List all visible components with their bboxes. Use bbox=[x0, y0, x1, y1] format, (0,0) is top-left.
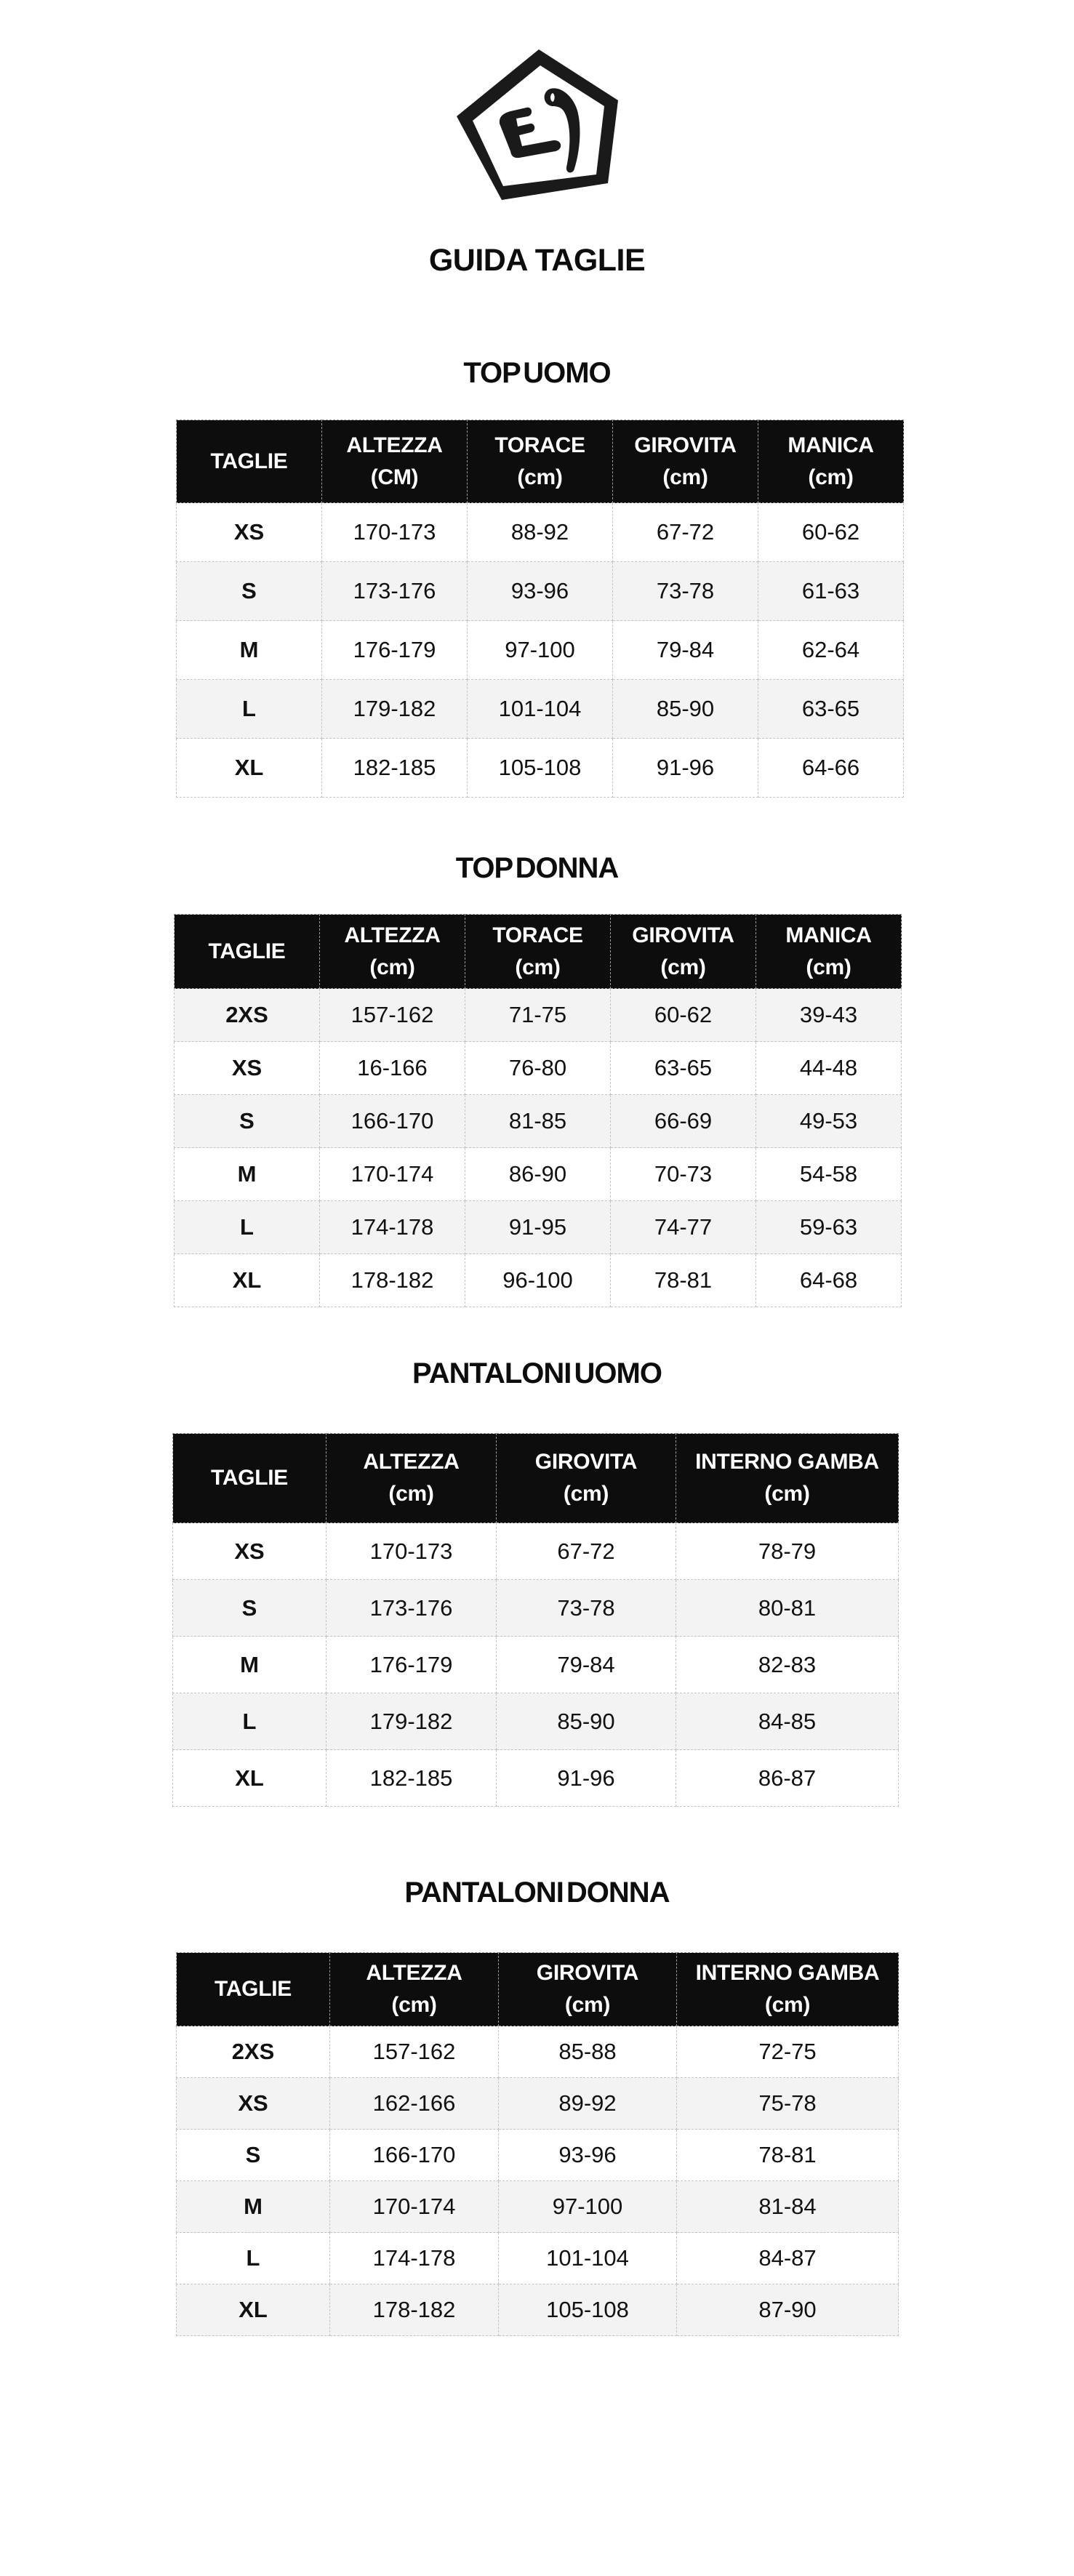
table-row bbox=[173, 1637, 899, 1693]
column-header-unit: (cm) bbox=[515, 955, 561, 979]
size-label-cell: M bbox=[177, 621, 322, 680]
logo-pentagon-outline bbox=[457, 49, 618, 200]
size-label-cell: XS bbox=[177, 2078, 330, 2130]
size-label-cell: XS bbox=[173, 1523, 326, 1580]
measure-cell: 62-64 bbox=[758, 621, 904, 680]
column-header-label: ALTEZZA bbox=[363, 1450, 460, 1474]
measure-cell: 101-104 bbox=[468, 680, 613, 739]
column-header-label: GIROVITA bbox=[634, 433, 737, 457]
column-header-unit: (cm) bbox=[564, 1993, 611, 2017]
size-label-cell: XS bbox=[175, 1042, 320, 1095]
measure-cell: 49-53 bbox=[756, 1095, 902, 1148]
table-row bbox=[173, 1693, 899, 1750]
measure-cell: 78-81 bbox=[611, 1254, 756, 1307]
measure-cell: 97-100 bbox=[468, 621, 613, 680]
section-title-top-donna: TOP DONNA bbox=[455, 852, 619, 884]
column-header bbox=[756, 915, 902, 989]
column-header bbox=[173, 1434, 326, 1523]
table-row bbox=[177, 2026, 899, 2078]
size-table-top-uomo bbox=[176, 420, 904, 798]
measure-cell: 81-85 bbox=[465, 1095, 611, 1148]
measure-cell: 39-43 bbox=[756, 989, 902, 1042]
measure-cell: 174-178 bbox=[330, 2233, 499, 2284]
section-title-top-uomo: TOP UOMO bbox=[463, 357, 611, 389]
column-header-unit: (cm) bbox=[369, 955, 415, 979]
column-header-label: TORACE bbox=[492, 923, 583, 947]
column-header-unit: (CM) bbox=[370, 465, 419, 489]
measure-cell: 75-78 bbox=[677, 2078, 899, 2130]
measure-cell: 60-62 bbox=[611, 989, 756, 1042]
size-label-cell: 2XS bbox=[175, 989, 320, 1042]
column-header-unit: (cm) bbox=[662, 465, 708, 489]
measure-cell: 84-87 bbox=[677, 2233, 899, 2284]
table-header-row bbox=[173, 1434, 899, 1523]
table-row bbox=[175, 1254, 902, 1307]
column-header-unit: (cm) bbox=[764, 1993, 811, 2017]
column-header bbox=[330, 1953, 499, 2026]
measure-cell: 166-170 bbox=[320, 1095, 465, 1148]
measure-cell: 74-77 bbox=[611, 1201, 756, 1254]
table-row bbox=[173, 1750, 899, 1807]
table-row bbox=[175, 1148, 902, 1201]
measure-cell: 80-81 bbox=[676, 1580, 899, 1637]
table-row bbox=[177, 2130, 899, 2181]
column-header bbox=[676, 1434, 899, 1523]
measure-cell: 162-166 bbox=[330, 2078, 499, 2130]
size-table-top-donna bbox=[174, 914, 902, 1307]
e9-logo-icon bbox=[455, 48, 620, 202]
table-row bbox=[175, 1095, 902, 1148]
measure-cell: 91-96 bbox=[613, 739, 758, 798]
measure-cell: 88-92 bbox=[468, 503, 613, 562]
measure-cell: 91-95 bbox=[465, 1201, 611, 1254]
measure-cell: 170-173 bbox=[322, 503, 468, 562]
column-header bbox=[499, 1953, 677, 2026]
table-row bbox=[177, 562, 904, 621]
column-header-label: GIROVITA bbox=[534, 1450, 638, 1474]
column-header-label: MANICA bbox=[785, 923, 872, 947]
size-table-pantaloni-donna bbox=[176, 1952, 899, 2336]
column-header bbox=[177, 420, 322, 503]
column-header bbox=[611, 915, 756, 989]
size-table-pantaloni-uomo bbox=[172, 1433, 899, 1807]
measure-cell: 176-179 bbox=[326, 1637, 497, 1693]
measure-cell: 70-73 bbox=[611, 1148, 756, 1201]
table-row bbox=[175, 989, 902, 1042]
column-header-label: ALTEZZA bbox=[344, 923, 441, 947]
size-label-cell: XL bbox=[177, 2284, 330, 2336]
measure-cell: 67-72 bbox=[613, 503, 758, 562]
column-header-label: TAGLIE bbox=[215, 1977, 292, 2001]
table-row bbox=[173, 1523, 899, 1580]
measure-cell: 67-72 bbox=[497, 1523, 676, 1580]
measure-cell: 81-84 bbox=[677, 2181, 899, 2233]
column-header-unit: (cm) bbox=[764, 1482, 810, 1506]
measure-cell: 79-84 bbox=[497, 1637, 676, 1693]
section-title-pantaloni-uomo: PANTALONI UOMO bbox=[412, 1357, 662, 1389]
column-header-label: TORACE bbox=[494, 433, 585, 457]
table-header-row bbox=[175, 915, 902, 989]
table-row bbox=[173, 1580, 899, 1637]
measure-cell: 105-108 bbox=[468, 739, 613, 798]
measure-cell: 44-48 bbox=[756, 1042, 902, 1095]
size-label-cell: S bbox=[175, 1095, 320, 1148]
table-row bbox=[177, 739, 904, 798]
measure-cell: 73-78 bbox=[497, 1580, 676, 1637]
measure-cell: 179-182 bbox=[322, 680, 468, 739]
size-label-cell: S bbox=[177, 562, 322, 621]
measure-cell: 64-68 bbox=[756, 1254, 902, 1307]
column-header bbox=[613, 420, 758, 503]
size-label-cell: XS bbox=[177, 503, 322, 562]
table-header-row bbox=[177, 420, 904, 503]
measure-cell: 182-185 bbox=[326, 1750, 497, 1807]
measure-cell: 54-58 bbox=[756, 1148, 902, 1201]
table-row bbox=[177, 621, 904, 680]
column-header bbox=[175, 915, 320, 989]
measure-cell: 96-100 bbox=[465, 1254, 611, 1307]
size-label-cell: L bbox=[175, 1201, 320, 1254]
measure-cell: 173-176 bbox=[322, 562, 468, 621]
size-label-cell: M bbox=[173, 1637, 326, 1693]
measure-cell: 64-66 bbox=[758, 739, 904, 798]
measure-cell: 97-100 bbox=[499, 2181, 677, 2233]
column-header-label: INTERNO GAMBA bbox=[695, 1961, 880, 1985]
measure-cell: 85-90 bbox=[613, 680, 758, 739]
measure-cell: 85-90 bbox=[497, 1693, 676, 1750]
measure-cell: 176-179 bbox=[322, 621, 468, 680]
table-row bbox=[177, 503, 904, 562]
measure-cell: 170-174 bbox=[320, 1148, 465, 1201]
column-header-unit: (cm) bbox=[388, 1482, 434, 1506]
column-header-label: TAGLIE bbox=[211, 1466, 288, 1490]
size-label-cell: 2XS bbox=[177, 2026, 330, 2078]
column-header-label: GIROVITA bbox=[632, 923, 734, 947]
column-header-label: ALTEZZA bbox=[366, 1961, 462, 1985]
column-header bbox=[677, 1953, 899, 2026]
measure-cell: 178-182 bbox=[320, 1254, 465, 1307]
measure-cell: 86-87 bbox=[676, 1750, 899, 1807]
column-header-label: GIROVITA bbox=[536, 1961, 639, 1985]
measure-cell: 173-176 bbox=[326, 1580, 497, 1637]
measure-cell: 179-182 bbox=[326, 1693, 497, 1750]
table-row bbox=[177, 2284, 899, 2336]
measure-cell: 73-78 bbox=[613, 562, 758, 621]
table-row bbox=[175, 1042, 902, 1095]
logo-nine-glyph bbox=[545, 88, 580, 172]
measure-cell: 174-178 bbox=[320, 1201, 465, 1254]
column-header-unit: (cm) bbox=[806, 955, 851, 979]
measure-cell: 78-81 bbox=[677, 2130, 899, 2181]
section-title-pantaloni-donna: PANTALONI DONNA bbox=[404, 1877, 670, 1909]
table-row bbox=[177, 2181, 899, 2233]
column-header bbox=[758, 420, 904, 503]
measure-cell: 170-174 bbox=[330, 2181, 499, 2233]
column-header-unit: (cm) bbox=[391, 1993, 437, 2017]
measure-cell: 86-90 bbox=[465, 1148, 611, 1201]
measure-cell: 79-84 bbox=[613, 621, 758, 680]
measure-cell: 178-182 bbox=[330, 2284, 499, 2336]
column-header bbox=[322, 420, 468, 503]
size-label-cell: L bbox=[173, 1693, 326, 1750]
measure-cell: 182-185 bbox=[322, 739, 468, 798]
column-header-label: TAGLIE bbox=[208, 939, 286, 963]
table-header-row bbox=[177, 1953, 899, 2026]
measure-cell: 87-90 bbox=[677, 2284, 899, 2336]
measure-cell: 157-162 bbox=[330, 2026, 499, 2078]
column-header-label: ALTEZZA bbox=[346, 433, 443, 457]
measure-cell: 78-79 bbox=[676, 1523, 899, 1580]
column-header-unit: (cm) bbox=[808, 465, 854, 489]
size-label-cell: L bbox=[177, 680, 322, 739]
size-label-cell: M bbox=[175, 1148, 320, 1201]
measure-cell: 84-85 bbox=[676, 1693, 899, 1750]
measure-cell: 170-173 bbox=[326, 1523, 497, 1580]
table-row bbox=[175, 1201, 902, 1254]
measure-cell: 76-80 bbox=[465, 1042, 611, 1095]
column-header-unit: (cm) bbox=[660, 955, 706, 979]
measure-cell: 82-83 bbox=[676, 1637, 899, 1693]
size-label-cell: M bbox=[177, 2181, 330, 2233]
measure-cell: 166-170 bbox=[330, 2130, 499, 2181]
column-header bbox=[497, 1434, 676, 1523]
column-header-unit: (cm) bbox=[563, 1482, 609, 1506]
measure-cell: 91-96 bbox=[497, 1750, 676, 1807]
column-header bbox=[465, 915, 611, 989]
column-header-label: INTERNO GAMBA bbox=[695, 1450, 879, 1474]
measure-cell: 89-92 bbox=[499, 2078, 677, 2130]
table-row bbox=[177, 2233, 899, 2284]
measure-cell: 66-69 bbox=[611, 1095, 756, 1148]
column-header bbox=[320, 915, 465, 989]
measure-cell: 85-88 bbox=[499, 2026, 677, 2078]
size-label-cell: S bbox=[177, 2130, 330, 2181]
column-header-label: MANICA bbox=[788, 433, 874, 457]
table-row bbox=[177, 680, 904, 739]
measure-cell: 59-63 bbox=[756, 1201, 902, 1254]
measure-cell: 101-104 bbox=[499, 2233, 677, 2284]
size-label-cell: L bbox=[177, 2233, 330, 2284]
size-label-cell: S bbox=[173, 1580, 326, 1637]
column-header bbox=[326, 1434, 497, 1523]
column-header bbox=[468, 420, 613, 503]
measure-cell: 93-96 bbox=[468, 562, 613, 621]
measure-cell: 16-166 bbox=[320, 1042, 465, 1095]
measure-cell: 61-63 bbox=[758, 562, 904, 621]
measure-cell: 105-108 bbox=[499, 2284, 677, 2336]
measure-cell: 71-75 bbox=[465, 989, 611, 1042]
measure-cell: 93-96 bbox=[499, 2130, 677, 2181]
size-label-cell: XL bbox=[173, 1750, 326, 1807]
size-label-cell: XL bbox=[177, 739, 322, 798]
page-title: GUIDA TAGLIE bbox=[428, 243, 646, 278]
measure-cell: 63-65 bbox=[758, 680, 904, 739]
column-header bbox=[177, 1953, 330, 2026]
logo-e-glyph bbox=[500, 108, 561, 158]
size-label-cell: XL bbox=[175, 1254, 320, 1307]
measure-cell: 60-62 bbox=[758, 503, 904, 562]
column-header-unit: (cm) bbox=[517, 465, 563, 489]
measure-cell: 72-75 bbox=[677, 2026, 899, 2078]
measure-cell: 63-65 bbox=[611, 1042, 756, 1095]
column-header-label: TAGLIE bbox=[210, 449, 288, 473]
measure-cell: 157-162 bbox=[320, 989, 465, 1042]
table-row bbox=[177, 2078, 899, 2130]
